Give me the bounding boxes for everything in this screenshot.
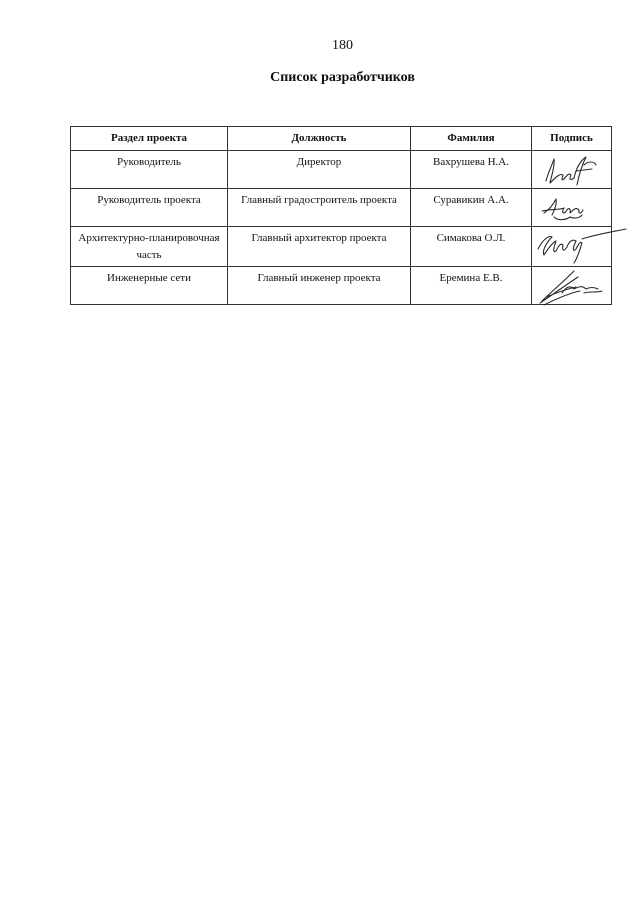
developers-table (70, 126, 612, 305)
section-cell: Инженерные сети (71, 267, 228, 305)
position-cell: Главный архитектор проекта (228, 227, 411, 267)
signature-cell (532, 189, 612, 227)
column-header-section: Раздел проекта (71, 127, 228, 151)
signature-image (536, 189, 612, 229)
surname-cell: Еремина Е.В. (411, 267, 532, 305)
position-cell: Главный инженер проекта (228, 267, 411, 305)
table-row (71, 151, 612, 189)
signature-cell (532, 227, 612, 267)
table-row (71, 267, 612, 305)
signature-cell (532, 267, 612, 305)
table-row (71, 227, 612, 267)
signature-image (536, 267, 612, 307)
column-header-surname: Фамилия (411, 127, 532, 151)
position-cell: Директор (228, 151, 411, 189)
surname-cell: Симакова О.Л. (411, 227, 532, 267)
surname-cell: Вахрушева Н.А. (411, 151, 532, 189)
section-cell: Архитектурно-планировочная часть (71, 227, 228, 267)
table-header-row (71, 127, 612, 151)
page-title: Список разработчиков (270, 70, 415, 85)
column-header-signature: Подпись (532, 127, 612, 151)
position-cell: Главный градостроитель проекта (228, 189, 411, 227)
signature-cell (532, 151, 612, 189)
column-header-position: Должность (228, 127, 411, 151)
section-cell: Руководитель (71, 151, 228, 189)
page-number: 180 (332, 38, 353, 53)
section-cell: Руководитель проекта (71, 189, 228, 227)
surname-cell: Суравикин А.А. (411, 189, 532, 227)
table-row (71, 189, 612, 227)
signature-image (536, 151, 612, 191)
signature-image (536, 227, 612, 267)
